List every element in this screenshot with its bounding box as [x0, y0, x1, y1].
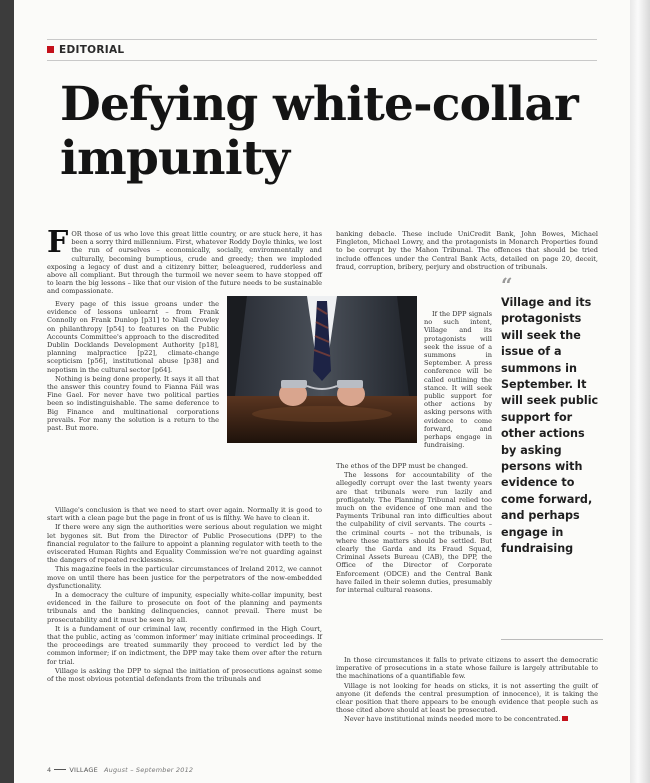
paragraph-9: Village is asking the DPP to signal the initiation of prosecutions against some of the most obvious potential defendants from the tribunals and	[47, 666, 322, 684]
paragraph-6: This magazine feels in the particular circumstances of Ireland 2012, we cannot move on until there has been justice for the perpetrators of the now-embedded dysfunctionality.	[47, 565, 322, 590]
paragraph-11: If the DPP signals no such intent, Village and its protagonists will seek the issue of a summons in September. A press conference will be called outlining the stance. It will seek public support for other actions by asking persons with evidence to come forward, and perhaps engage in fundraising.	[424, 310, 492, 450]
paragraph-10: banking debacle. These include UniCredit Bank, John Bowes, Michael Fingleton, Michael Lowry, and the protagonists in Monarch Properties found to be corrupt by the Mahon Tribunal. The offences that should be tried include offences under the Central Bank Acts, detailed on page 20, deceit, fraud, corruption, bribery, perjury and obstruction of tribunals.	[336, 230, 598, 271]
headline: Defying white-collar impunity	[60, 77, 578, 186]
body-left-lower-column	[47, 506, 322, 684]
body-right-top	[336, 230, 598, 272]
paragraph-5: If there were any sign the authorities were serious about regulation we might let bygones sit. But from the Director of Public Prosecutions (DPP) to the financial regulator to the failure to appoint a planning regulator with teeth to the eviscerated Human Rights and Equality Commission we're not guarding against the dangers of repeated recklessness.	[47, 523, 322, 565]
issue-date: August – September 2012	[103, 766, 194, 774]
body-right-narrow	[424, 310, 492, 450]
section-bottom-rule	[47, 60, 597, 61]
paragraph-2: Every page of this issue groans under the evidence of lessons unlearnt – from Frank Connolly on Frank Dunlop [p31] to Niall Crowley on philanthropy [p54] to features on the Public Accounts Committee's approach to the discredited Dublin Docklands Development Authority [p18], planning malpractice [p22], climate-change scepticism [p56], institutional abuse [p38] and nepotism in the cultural sector [p64].	[47, 300, 219, 374]
page-number: 4	[47, 766, 52, 774]
quote-mark-icon: “	[501, 273, 513, 297]
paragraph-15: Village is not looking for heads on sticks, it is not asserting the guilt of anyone (it defends the central presumption of innocence), it is taking the clear position that there appears to be enough evidence that people such as those cited above should at least be prosecuted.	[336, 681, 598, 715]
body-right-bottom	[336, 656, 598, 725]
end-mark-icon	[562, 716, 568, 721]
body-right-lower	[336, 462, 492, 595]
section-label-text: EDITORIAL	[59, 44, 125, 56]
handcuffs-photo-icon	[227, 296, 417, 443]
paragraph-4: Village's conclusion is that we need to start over again. Normally it is good to start with a clean page but the page in front of us is filthy. We have to clean it.	[47, 506, 322, 523]
paragraph-13: The lessons for accountability of the allegedly corrupt over the last twenty years are that tribunals were run lazily and profligately. The Planning Tribunal relied too much on the evidence of one man and the Payments Tribunal ran into difficulties about the culpability of civil servants. The courts – the criminal courts – not the tribunals, is where these matters should be settled. But clearly the Garda and its Fraud Squad, Criminal Assets Bureau (CAB), the DPP, the Office of the Director of Corporate Enforcement (ODCE) and the Central Bank have failed in their solemn duties, presumably for internal cultural reasons.	[336, 471, 492, 595]
paragraph-12: The ethos of the DPP must be changed.	[336, 462, 468, 470]
pull-quote	[501, 273, 603, 558]
red-square-icon	[47, 46, 54, 53]
magazine-name: VILLAGE	[69, 766, 98, 774]
pull-quote-text: Village and its protagonists will seek the issue of a summons in September. It will seek public support for other actions by asking persons with evidence to come forward, and perhaps engage in fundraising	[501, 296, 599, 556]
section-top-rule	[47, 39, 597, 40]
body-intro-paragraph	[47, 225, 322, 297]
paragraph-8: It is a fundament of our criminal law, recently confirmed in the High Court, that the public, acting as 'common informer' may initiate criminal proceedings. If the proceedings are treated summarily they proceed to verdict led by the common informer; if on indictment, the DPP may take them over after the return for trial.	[47, 624, 322, 666]
drop-cap: F	[47, 225, 69, 260]
paragraph-14: In those circumstances it falls to private citizens to assert the democratic imperative of prosecutions in a state whose failure is largely attributable to the machinations of a quantifiable few.	[336, 656, 598, 681]
paragraph-7: In a democracy the culture of impunity, especially white-collar impunity, best evidenced in the failure to prosecute on foot of the planning and payments tribunals and the banking delinquencies, cannot prevail. There must be prosecutability and it must be seen by all.	[47, 591, 322, 624]
pull-quote-rule	[501, 639, 603, 640]
page-edge	[630, 0, 650, 783]
body-left-column	[47, 300, 219, 433]
footer-divider	[54, 769, 66, 770]
paragraph-1: OR those of us who love this great little country, or are stuck here, it has been a sorry third millennium. First, whatever Roddy Doyle thinks, we lost the run of ourselves – economically, socially, environmentally and culturally, becoming bumptious, crude and greedy; then we imploded exposing a legacy of dust and a citizenry bitter, beleaguered, rudderless and above all compliant. But through the turmoil we never seem to have stopped off to learn the big lessons – like that our vision of the future needs to be sustainable and compassionate.	[47, 230, 322, 296]
section-label	[47, 44, 124, 56]
paragraph-16: Never have institutional minds needed more to be concentrated.	[344, 715, 561, 724]
magazine-page	[14, 0, 630, 783]
paragraph-3: Nothing is being done properly. It says it all that the answer this country found to Fianna Fáil was Fine Gael. For never have two political parties been so indistinguishable. The same deference to Big Finance and multinational corporations prevails. For many the solution is a return to the past. But more.	[47, 374, 219, 433]
handcuffed-hands-photo	[227, 296, 417, 443]
page-footer	[47, 766, 193, 774]
